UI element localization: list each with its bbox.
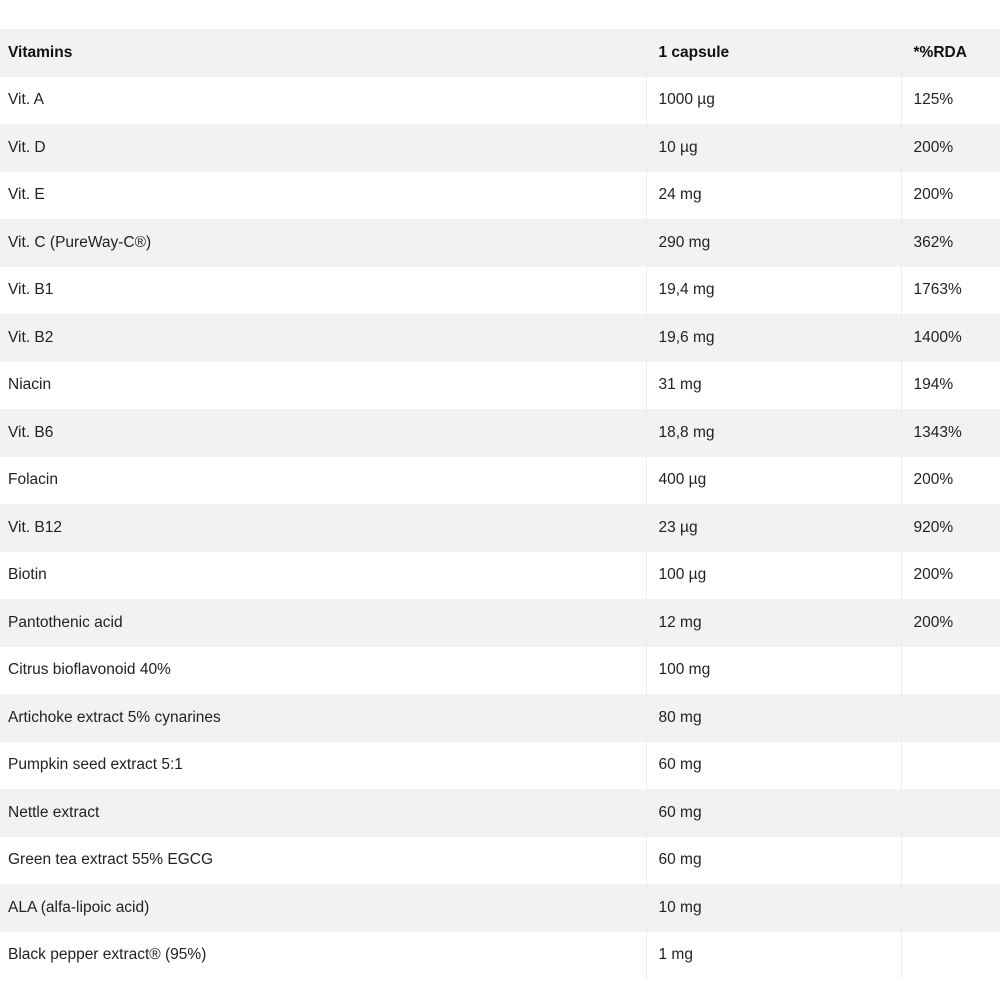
amount-cell: 1000 µg <box>646 77 901 125</box>
amount-cell: 23 µg <box>646 504 901 552</box>
ingredient-cell: Vit. A <box>0 77 646 125</box>
rda-cell <box>901 884 1000 932</box>
amount-cell: 19,4 mg <box>646 267 901 315</box>
rda-cell <box>901 694 1000 742</box>
rda-cell: 200% <box>913 138 954 156</box>
table-row <box>0 884 1000 932</box>
rda-cell: 200% <box>913 566 954 584</box>
amount-cell: 12 mg <box>646 599 901 647</box>
table-row <box>0 789 1000 837</box>
table-row <box>0 124 1000 172</box>
rda-cell: 1400% <box>913 328 962 346</box>
amount-cell: 1 mg <box>646 932 901 980</box>
table-row <box>0 172 1000 220</box>
table-row <box>0 837 1000 885</box>
table-row <box>0 267 1000 315</box>
rda-cell: 194% <box>913 376 954 394</box>
header-row <box>0 29 1000 77</box>
amount-cell: 400 µg <box>646 457 901 505</box>
rda-cell: 362% <box>913 233 954 251</box>
table-row <box>0 694 1000 742</box>
ingredient-cell: Vit. B6 <box>0 409 646 457</box>
rda-cell <box>901 837 1000 885</box>
amount-cell: 100 mg <box>646 647 901 695</box>
ingredient-cell: Niacin <box>0 362 646 410</box>
amount-cell: 80 mg <box>646 694 901 742</box>
table-row <box>0 219 1000 267</box>
table-body <box>0 77 1000 980</box>
rda-cell <box>901 789 1000 837</box>
rda-cell <box>901 647 1000 695</box>
amount-cell: 18,8 mg <box>646 409 901 457</box>
table-row <box>0 599 1000 647</box>
ingredient-cell: Biotin <box>0 552 646 600</box>
table-row <box>0 647 1000 695</box>
column-header-rda: *%RDA <box>913 43 967 61</box>
rda-cell: 200% <box>913 471 954 489</box>
table-row <box>0 457 1000 505</box>
table-header <box>0 29 1000 77</box>
rda-cell: 200% <box>913 186 954 204</box>
amount-cell: 290 mg <box>646 219 901 267</box>
amount-cell: 24 mg <box>646 172 901 220</box>
column-header-vitamins: Vitamins <box>0 29 646 77</box>
ingredient-cell: Folacin <box>0 457 646 505</box>
amount-cell: 60 mg <box>646 742 901 790</box>
ingredient-cell: Citrus bioflavonoid 40% <box>0 647 646 695</box>
table-row <box>0 552 1000 600</box>
ingredient-cell: Artichoke extract 5% cynarines <box>0 694 646 742</box>
rda-cell: 200% <box>913 613 954 631</box>
rda-cell: 1763% <box>913 281 962 299</box>
table-row <box>0 504 1000 552</box>
rda-cell: 125% <box>913 91 954 109</box>
amount-cell: 60 mg <box>646 837 901 885</box>
ingredient-cell: Pumpkin seed extract 5:1 <box>0 742 646 790</box>
nutrition-table-container <box>0 29 1000 979</box>
amount-cell: 60 mg <box>646 789 901 837</box>
amount-cell: 10 µg <box>646 124 901 172</box>
amount-cell: 19,6 mg <box>646 314 901 362</box>
rda-cell: 1343% <box>913 423 962 441</box>
column-header-dose: 1 capsule <box>646 29 901 77</box>
table-row <box>0 77 1000 125</box>
amount-cell: 100 µg <box>646 552 901 600</box>
ingredient-cell: Vit. B1 <box>0 267 646 315</box>
ingredient-cell: Black pepper extract® (95%) <box>0 932 646 980</box>
amount-cell: 31 mg <box>646 362 901 410</box>
ingredient-cell: Vit. C (PureWay-C®) <box>0 219 646 267</box>
ingredient-cell: Vit. D <box>0 124 646 172</box>
nutrition-table <box>0 29 1000 979</box>
amount-cell: 10 mg <box>646 884 901 932</box>
ingredient-cell: Vit. B12 <box>0 504 646 552</box>
table-row <box>0 742 1000 790</box>
table-row <box>0 314 1000 362</box>
ingredient-cell: Vit. B2 <box>0 314 646 362</box>
ingredient-cell: Green tea extract 55% EGCG <box>0 837 646 885</box>
table-row <box>0 409 1000 457</box>
ingredient-cell: Nettle extract <box>0 789 646 837</box>
table-row <box>0 932 1000 980</box>
rda-cell <box>901 742 1000 790</box>
ingredient-cell: Vit. E <box>0 172 646 220</box>
ingredient-cell: ALA (alfa-lipoic acid) <box>0 884 646 932</box>
ingredient-cell: Pantothenic acid <box>0 599 646 647</box>
table-row <box>0 362 1000 410</box>
rda-cell: 920% <box>913 518 954 536</box>
rda-cell <box>901 932 1000 980</box>
